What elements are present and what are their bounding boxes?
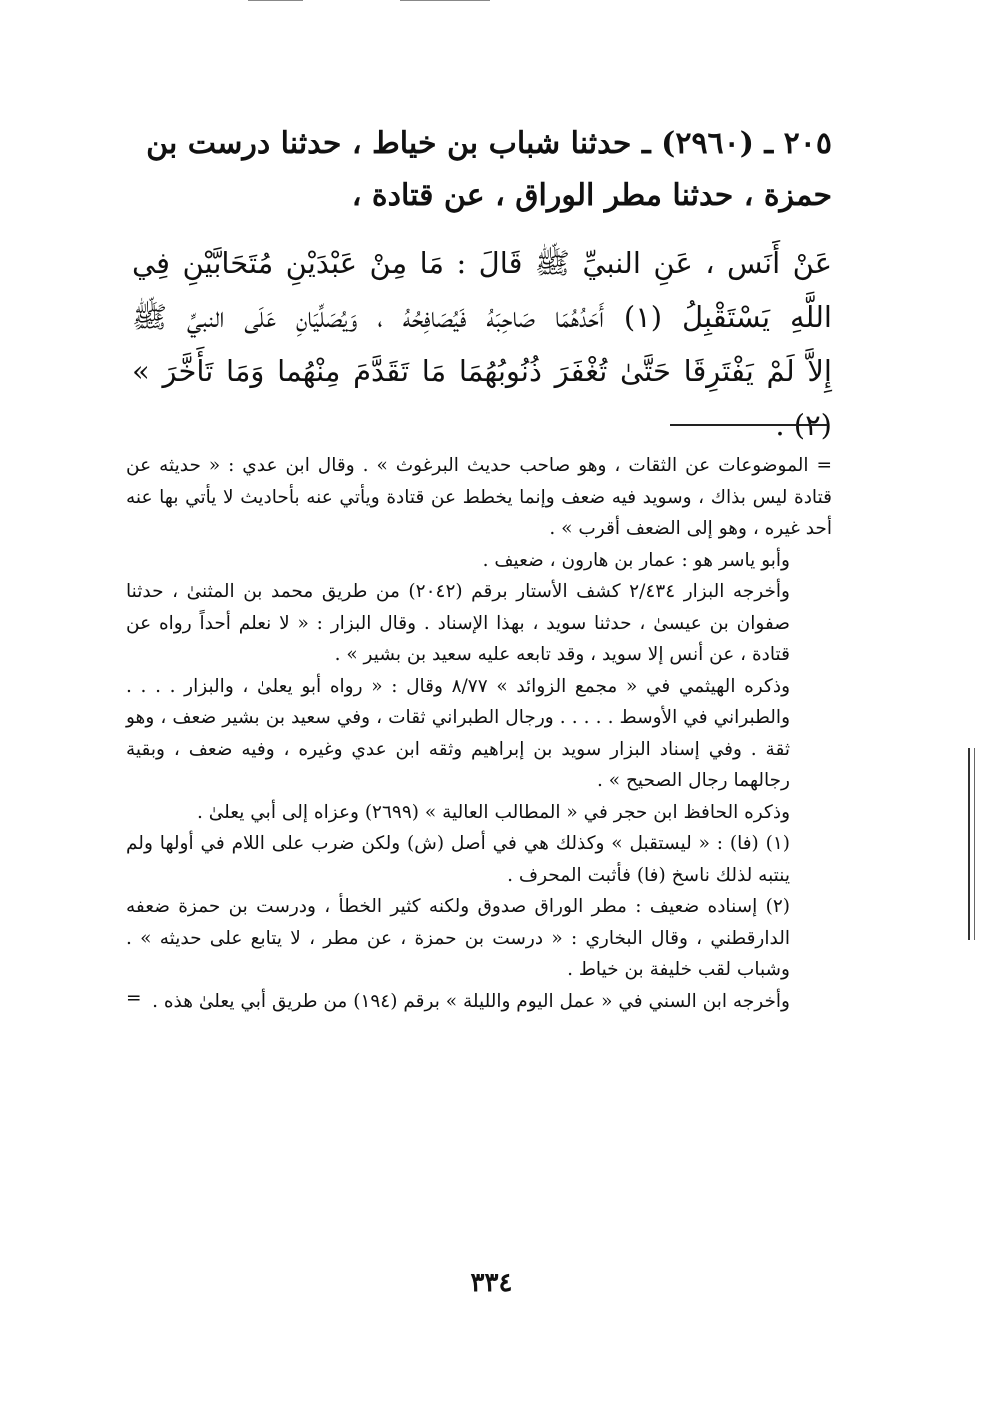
continuation-mark: = [126, 988, 142, 1009]
footnote-paragraph: وأخرجه ابن السني في « عمل اليوم والليلة » برقم (١٩٤) من طريق أبي يعلىٰ هذه . [152, 990, 790, 1012]
margin-bracket-mark [968, 748, 975, 940]
footnote-1: (١) (فا) : « ليستقبل » وكذلك هي في أصل (ش) ولكن ضرب على اللام في أولها ولم ينتبه لذلك ناسخ (فا) فأثبت المحرف . [126, 833, 790, 886]
hadith-matn [132, 236, 832, 452]
matn-line-2: اللَّهِ يَسْتَقْبِلُ (١) أَحَدُهُمَا صَاحِبَهُ فَيُصَافِحُهُ ، وَيُصَلِّيَانِ عَلَى النبيِّ ﷺ [132, 300, 832, 334]
isnad-line-2: حمزة ، حدثنا مطر الوراق ، عن قتادة ، [351, 178, 832, 213]
top-edge-mark [248, 0, 303, 5]
top-edge-mark [400, 0, 490, 5]
footnote-paragraph: وذكره الهيثمي في « مجمع الزوائد » ٨/٧٧ وقال : « رواه أبو يعلىٰ ، والبزار . . . . والطبراني في الأوسط . . . . . ورجال الطبراني ثقات ، وفي سعيد بن بشير ضعف ، وهو ثقة . وفي إسناد البزار سويد بن إبراهيم وثقه ابن عدي وغيره ، وفيه ضعف ، وبقية رجالهما رجال الصحيح » . [126, 675, 790, 791]
footnote-paragraph: وذكره الحافظ ابن حجر في « المطالب العالية » (٢٦٩٩) وعزاه إلى أبي يعلىٰ . [197, 801, 790, 823]
footnote-2: (٢) إسناده ضعيف : مطر الوراق صدوق ولكنه كثير الخطأ ، ودرست بن حمزة ضعفه الدارقطني ، وقال البخاري : « درست بن حمزة ، عن مطر ، لا يتابع على حديثه » . وشباب لقب خليفة بن خياط . [126, 896, 790, 980]
page-number: ٣٣٤ [470, 1268, 513, 1298]
footnote-separator [670, 424, 828, 426]
hadith-isnad [132, 118, 832, 222]
matn-line-3: إِلاَّ لَمْ يَفْتَرِقَا حَتَّىٰ تُغْفَرَ ذُنُوبُهُمَا مَا تَقَدَّمَ مِنْهُما وَمَا تَأَخَّرَ » (٢) . [132, 354, 832, 442]
matn-line-1: عَنْ أَنَس ، عَنِ النبيِّ ﷺ قَالَ : مَا مِنْ عَبْدَيْنِ مُتَحَابَّيْنِ فِي [132, 246, 832, 280]
isnad-line-1: ٢٠٥ ـ (٢٩٦٠) ـ حدثنا شباب بن خياط ، حدثنا درست بن [146, 126, 832, 161]
footnote-continuation: = الموضوعات عن الثقات ، وهو صاحب حديث البرغوث » . وقال ابن عدي : « حديثه عن قتادة ليس بذاك ، وسويد فيه ضعف وإنما يخطط عن قتادة ويأتي عنه بأحاديث لا يأتي بها عنه أحد غيره ، وهو إلى الضعف أقرب » . [126, 455, 832, 539]
footnotes [126, 450, 832, 1015]
footnote-paragraph: وأخرجه البزار ٢/٤٣٤ كشف الأستار برقم (٢٠٤٢) من طريق محمد بن المثنىٰ ، حدثنا صفوان بن عيسىٰ ، حدثنا سويد ، بهذا الإسناد . وقال البزار : « لا نعلم أحداً رواه عن قتادة ، عن أنس إلا سويد ، وقد تابعه عليه سعيد بن بشير » . [126, 581, 790, 665]
footnote-paragraph: وأبو ياسر هو : عمار بن هارون ، ضعيف . [482, 549, 790, 571]
